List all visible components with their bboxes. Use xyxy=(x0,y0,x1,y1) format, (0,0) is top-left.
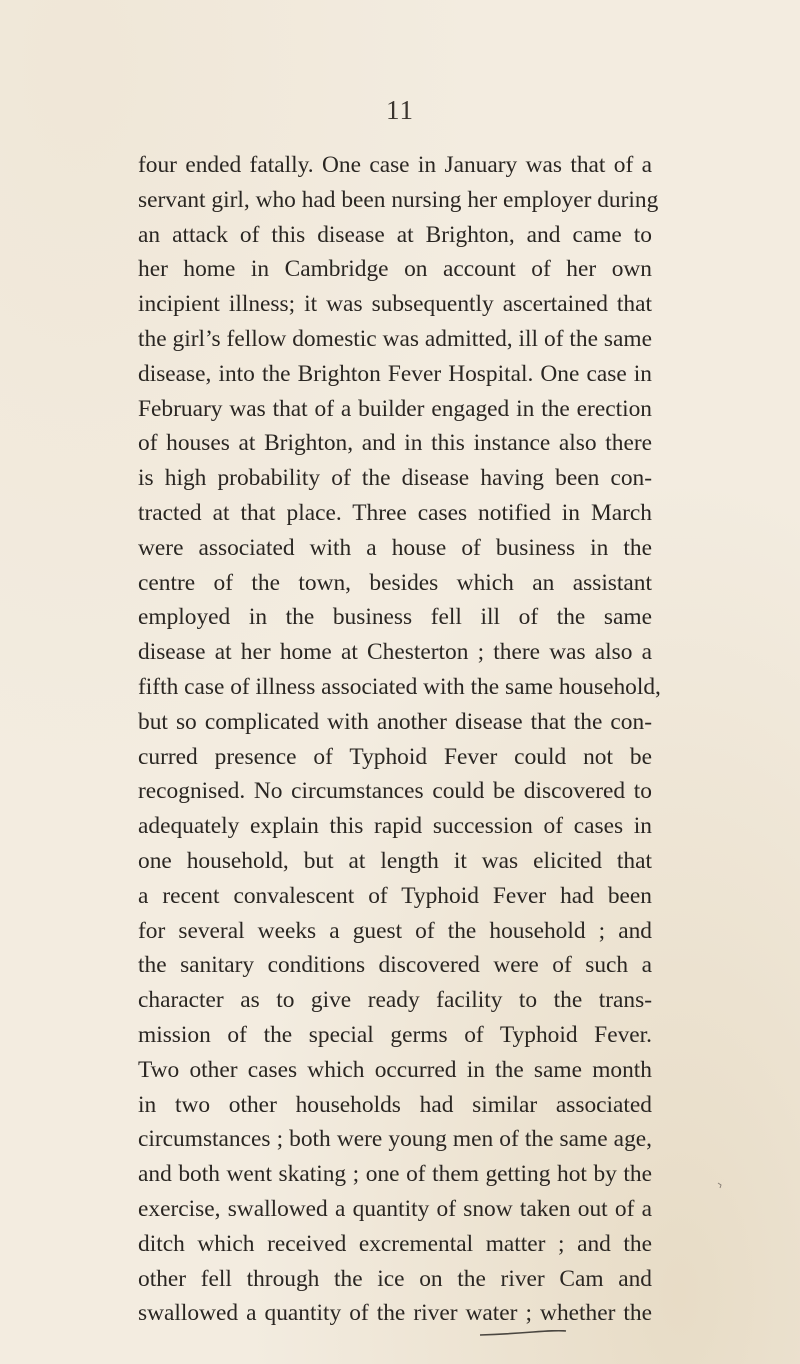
text-line: character as to give ready facility to the trans- xyxy=(138,987,652,1014)
ink-mark xyxy=(478,1330,568,1336)
text-line: ditch which received excremental matter ; and the xyxy=(138,1230,652,1257)
text-line: February was that of a builder engaged in the erection xyxy=(138,395,652,422)
text-line: for several weeks a guest of the household ; and xyxy=(138,917,652,944)
text-line: in two other households had similar associated xyxy=(138,1091,652,1118)
text-line: exercise, swallowed a quantity of snow taken out of a xyxy=(138,1195,652,1222)
text-line: her home in Cambridge on account of her own xyxy=(138,256,652,283)
text-line: servant girl, who had been nursing her employer during xyxy=(138,186,659,213)
text-line: one household, but at length it was elicited that xyxy=(138,847,652,874)
text-line: other fell through the ice on the river Cam and xyxy=(138,1265,652,1292)
text-line: but so complicated with another disease that the con- xyxy=(138,708,652,735)
text-line: an attack of this disease at Brighton, and came to xyxy=(138,221,652,248)
text-line: curred presence of Typhoid Fever could not be xyxy=(138,743,652,770)
text-line: the sanitary conditions discovered were of such a xyxy=(138,952,652,979)
text-line: employed in the business fell ill of the same xyxy=(138,604,652,631)
text-line: circumstances ; both were young men of the same age, xyxy=(138,1126,652,1153)
text-line: were associated with a house of business in the xyxy=(138,534,652,561)
text-line: tracted at that place. Three cases notified in March xyxy=(138,499,652,526)
text-line: Two other cases which occurred in the same month xyxy=(138,1056,652,1083)
text-line: recognised. No circumstances could be discovered to xyxy=(138,778,652,805)
text-line: fifth case of illness associated with the same household, xyxy=(138,673,661,700)
body-text xyxy=(138,148,661,1331)
text-line: a recent convalescent of Typhoid Fever had been xyxy=(138,882,652,909)
text-line: of houses at Brighton, and in this instance also there xyxy=(138,430,652,457)
text-line: swallowed a quantity of the river water ; whether the xyxy=(138,1300,652,1327)
text-line: is high probability of the disease having been con- xyxy=(138,465,652,492)
text-line: disease at her home at Chesterton ; there was also a xyxy=(138,639,652,666)
text-line: disease, into the Brighton Fever Hospital. One case in xyxy=(138,360,652,387)
text-line: four ended fatally. One case in January was that of a xyxy=(138,152,652,178)
text-line: mission of the special germs of Typhoid Fever. xyxy=(138,1021,652,1048)
paper-speck xyxy=(716,1180,726,1190)
text-line: incipient illness; it was subsequently ascertained that xyxy=(138,291,652,318)
text-line: centre of the town, besides which an assistant xyxy=(138,569,652,596)
text-line: adequately explain this rapid succession of cases in xyxy=(138,813,652,840)
text-line: the girl’s fellow domestic was admitted, ill of the same xyxy=(138,325,652,352)
text-line: and both went skating ; one of them getting hot by the xyxy=(138,1161,652,1188)
page-number: 11 xyxy=(386,95,414,125)
